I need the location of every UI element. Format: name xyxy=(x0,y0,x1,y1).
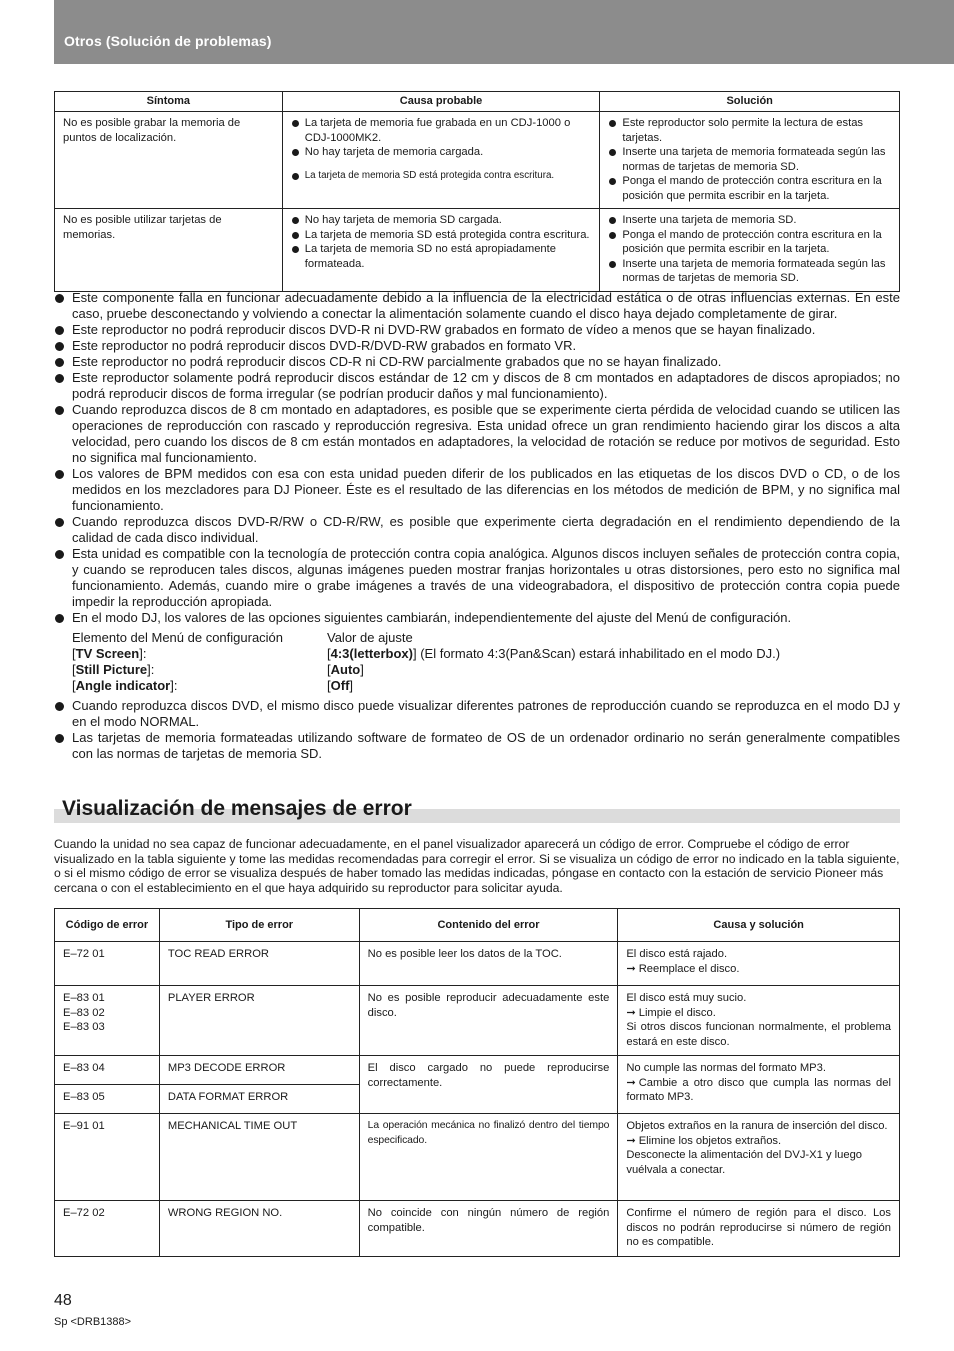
settings-item-label: Angle indicator xyxy=(75,678,171,693)
table-row xyxy=(55,1114,900,1201)
settings-item: [TV Screen]: xyxy=(72,646,147,661)
settings-row xyxy=(72,646,900,662)
list-item: La tarjeta de memoria SD está protegida contra escritura. xyxy=(291,169,594,184)
error-type: TOC READ ERROR xyxy=(159,942,359,986)
error-code: E–83 05 xyxy=(55,1085,160,1114)
column-header: Código de error xyxy=(55,909,160,942)
table-row xyxy=(55,1201,900,1257)
note-item: Cuando reproduzca discos de 8 cm montado en adaptadores, es posible que se experimente cierta pérdida de velocidad cuando se utilicen las operaciones de reproducción con rascado y reproducción regresiva. Esta unidad ofrece un gran rendimiento haciendo girar los discos a alta velocidad, pero cuando los discos de 8 cm están montados en adaptadores, la velocidad de rotación se reduce por motivos de seguridad. Esto no significa mal funcionamiento. xyxy=(54,402,900,466)
notes-list xyxy=(54,290,900,762)
error-type: MECHANICAL TIME OUT xyxy=(159,1114,359,1201)
error-code: E–83 04 xyxy=(55,1056,160,1085)
action-text: Cambie a otro disco que cumpla las normas del formato MP3. xyxy=(626,1076,891,1103)
error-table xyxy=(54,908,900,1257)
error-cause xyxy=(618,1056,900,1114)
section-intro: Cuando la unidad no sea capaz de funcionar adecuadamente, en el panel visualizador aparecerá un código de error. Compruebe el código de error visualizado en la tabla siguiente y tome las medidas recomendadas para corregir el error. Si se visualiza un código de error no indicado en la tabla siguiente, o si el mismo código de error se visualiza después de haber tomado las medidas indicadas, póngase en contacto con la estación de servicio Pioneer más cercana o con el establecimiento en el que haya adquirido su reproductor para solicitar ayuda. xyxy=(54,837,900,896)
page-number: 48 xyxy=(54,1292,72,1309)
cause-cell xyxy=(282,209,600,292)
list-item: La tarjeta de memoria fue grabada en un CDJ-1000 o CDJ-1000MK2. xyxy=(291,116,594,145)
error-content-text: La operación mecánica no finalizó dentro del tiempo especificado. xyxy=(367,1120,610,1146)
column-header: Solución xyxy=(600,92,900,112)
solution-cell xyxy=(600,112,900,209)
arrow-right-icon: ➞ xyxy=(626,1134,636,1147)
settings-col-header: Elemento del Menú de configuración xyxy=(72,630,284,645)
settings-row xyxy=(72,662,900,678)
settings-col-header: Valor de ajuste xyxy=(327,630,413,645)
error-cause: Confirme el número de región para el disco. Los discos no podrán reproducirse si número de región no es compatible. xyxy=(618,1201,900,1257)
symptoms-table xyxy=(54,91,900,292)
error-cause xyxy=(618,942,900,986)
section-heading xyxy=(54,797,900,825)
list-item: Inserte una tarjeta de memoria formateada según las normas de tarjetas de memoria SD. xyxy=(608,145,893,174)
note-item: Los valores de BPM medidos con esa con esta unidad pueden diferir de los publicados en las etiquetas de los discos DVD o CD, o de los medidos en los mezcladores para DJ Pioneer. Éste es el resultado de las diferencias en los métodos de medición de BPM, y no significa mal funcionamiento. xyxy=(54,466,900,514)
after-text: Desconecte la alimentación del DVJ-X1 y luego vuélvala a conectar. xyxy=(626,1149,863,1176)
column-header: Contenido del error xyxy=(359,909,618,942)
error-content: No es posible leer los datos de la TOC. xyxy=(359,942,618,986)
arrow-right-icon: ➞ xyxy=(626,1006,636,1019)
note-item: En el modo DJ, los valores de las opciones siguientes cambiarán, independientemente del ajuste del Menú de configuración. xyxy=(54,610,900,626)
settings-value-note: (El formato 4:3(Pan&Scan) estará inhabilitado en el modo DJ.) xyxy=(420,646,781,661)
error-content: El disco cargado no puede reproducirse correctamente. xyxy=(359,1056,618,1114)
note-item: Este reproductor no podrá reproducir discos CD-R ni CD-RW parcialmente grabados que no se hayan finalizado. xyxy=(54,354,900,370)
action-text: Limpie el disco. xyxy=(638,1006,716,1019)
settings-value: [Auto] xyxy=(327,662,364,677)
list-item: No hay tarjeta de memoria SD cargada. xyxy=(291,213,594,228)
list-item: Inserte una tarjeta de memoria formateada según las normas de tarjetas de memoria SD. xyxy=(608,257,893,286)
note-item: Este componente falla en funcionar adecuadamente debido a la influencia de la electricidad estática o de otras influencias externas. En este caso, pruebe desconectando y volviendo a conectar la alimentación solamente cuando el disco haya dejado completamente de girar. xyxy=(54,290,900,322)
error-code: E–72 02 xyxy=(55,1201,160,1257)
table-row xyxy=(55,1056,900,1085)
settings-value-label: 4:3(letterbox) xyxy=(330,646,413,661)
note-item: Esta unidad es compatible con la tecnología de protección contra copia analógica. Algunos discos incluyen señales de protección contra copia, y cuando se reproducen tales discos, algunas imágenes pueden mostrar franjas horizontales u otras distorsiones, pero esto no significa mal funcionamiento. Además, cuando mire o grabe imágenes a través de una videograbadora, el dispositivo de protección contra copia puede impedir la reproducción apropiada. xyxy=(54,546,900,610)
list-item: La tarjeta de memoria SD está protegida contra escritura. xyxy=(291,228,594,243)
error-type: PLAYER ERROR xyxy=(159,986,359,1056)
error-cause xyxy=(618,1114,900,1201)
list-item: La tarjeta de memoria SD no está apropiadamente formateada. xyxy=(291,242,594,271)
table-row xyxy=(55,112,900,209)
settings-value: [4:3(letterbox)] (El formato 4:3(Pan&Scan) estará inhabilitado en el modo DJ.) xyxy=(327,646,781,661)
error-cause xyxy=(618,986,900,1056)
error-code: E–72 01 xyxy=(55,942,160,986)
error-content: No es posible reproducir adecuadamente este disco. xyxy=(359,986,618,1056)
header-title: Otros (Solución de problemas) xyxy=(64,33,272,49)
cause-text: El disco está rajado. xyxy=(626,948,728,960)
column-header: Tipo de error xyxy=(159,909,359,942)
list-item: No hay tarjeta de memoria cargada. xyxy=(291,145,594,160)
list-item: Ponga el mando de protección contra escritura en la posición que permita escribir en la tarjeta. xyxy=(608,228,893,257)
settings-item-label: Still Picture xyxy=(75,662,148,677)
section-title: Visualización de mensajes de error xyxy=(62,797,412,820)
header-bar xyxy=(54,0,954,64)
settings-value-label: Auto xyxy=(330,662,361,677)
action-text: Elimine los objetos extraños. xyxy=(638,1134,782,1147)
symptom-cell: No es posible grabar la memoria de puntos de localización. xyxy=(55,112,283,209)
error-code: E–91 01 xyxy=(55,1114,160,1201)
error-type: DATA FORMAT ERROR xyxy=(159,1085,359,1114)
error-content: No coincide con ningún número de región compatible. xyxy=(359,1201,618,1257)
action-line xyxy=(626,1076,891,1105)
solution-cell xyxy=(600,209,900,292)
action-line xyxy=(626,1006,891,1021)
note-item: Este reproductor no podrá reproducir discos DVD-R ni DVD-RW grabados en formato de vídeo a menos que se hayan finalizado. xyxy=(54,322,900,338)
column-header: Causa y solución xyxy=(618,909,900,942)
cause-text: El disco está muy sucio. xyxy=(626,992,747,1004)
error-type: MP3 DECODE ERROR xyxy=(159,1056,359,1085)
settings-item-label: TV Screen xyxy=(75,646,140,661)
arrow-right-icon: ➞ xyxy=(626,962,636,975)
error-code-list: E–83 01 E–83 02 E–83 03 xyxy=(63,992,105,1033)
settings-value-label: Off xyxy=(330,678,350,693)
cause-text: Objetos extraños en la ranura de inserción del disco. xyxy=(626,1120,888,1132)
settings-item: [Still Picture]: xyxy=(72,662,155,677)
table-header-row xyxy=(55,92,900,112)
column-header: Síntoma xyxy=(55,92,283,112)
settings-header-row xyxy=(72,630,900,646)
action-text: Reemplace el disco. xyxy=(638,962,740,975)
settings-row xyxy=(72,678,900,694)
action-line xyxy=(626,962,891,977)
symptom-cell: No es posible utilizar tarjetas de memorias. xyxy=(55,209,283,292)
column-header: Causa probable xyxy=(282,92,600,112)
action-line xyxy=(626,1134,891,1149)
table-row xyxy=(55,209,900,292)
arrow-right-icon: ➞ xyxy=(626,1076,636,1089)
cause-text: No cumple las normas del formato MP3. xyxy=(626,1062,826,1074)
document-code: Sp <DRB1388> xyxy=(54,1316,132,1328)
table-row xyxy=(55,986,900,1056)
error-type: WRONG REGION NO. xyxy=(159,1201,359,1257)
note-item: Este reproductor no podrá reproducir discos DVD-R/DVD-RW grabados en formato VR. xyxy=(54,338,900,354)
error-code xyxy=(55,986,160,1056)
note-item: Este reproductor solamente podrá reproducir discos estándar de 12 cm y discos de 8 cm montados en adaptadores de discos apropiados; no podrá reproducir discos de forma irregular (se podrían producir daños y mal funcionamiento). xyxy=(54,370,900,402)
list-item: Ponga el mando de protección contra escritura en la posición que permita escribir en la tarjeta. xyxy=(608,174,893,203)
table-header-row xyxy=(55,909,900,942)
after-text: Si otros discos funcionan normalmente, el problema estará en este disco. xyxy=(626,1021,891,1048)
table-row xyxy=(55,942,900,986)
note-item: Cuando reproduzca discos DVD, el mismo disco puede visualizar diferentes patrones de reproducción cuando se reproduzca en el modo DJ y en el modo NORMAL. xyxy=(54,698,900,730)
list-item: Inserte una tarjeta de memoria SD. xyxy=(608,213,893,228)
settings-table xyxy=(72,630,900,694)
note-item: Cuando reproduzca discos DVD-R/RW o CD-R/RW, es posible que experimente cierta degradación en el rendimiento dependiendo de la calidad de cada disco individual. xyxy=(54,514,900,546)
settings-value: [Off] xyxy=(327,678,354,693)
settings-item: [Angle indicator]: xyxy=(72,678,178,693)
cause-cell xyxy=(282,112,600,209)
note-item: Las tarjetas de memoria formateadas utilizando software de formateo de OS de un ordenador ordinario no serán generalmente compatibles con las normas de tarjetas de memoria SD. xyxy=(54,730,900,762)
list-item: Este reproductor solo permite la lectura de estas tarjetas. xyxy=(608,116,893,145)
error-content xyxy=(359,1114,618,1201)
